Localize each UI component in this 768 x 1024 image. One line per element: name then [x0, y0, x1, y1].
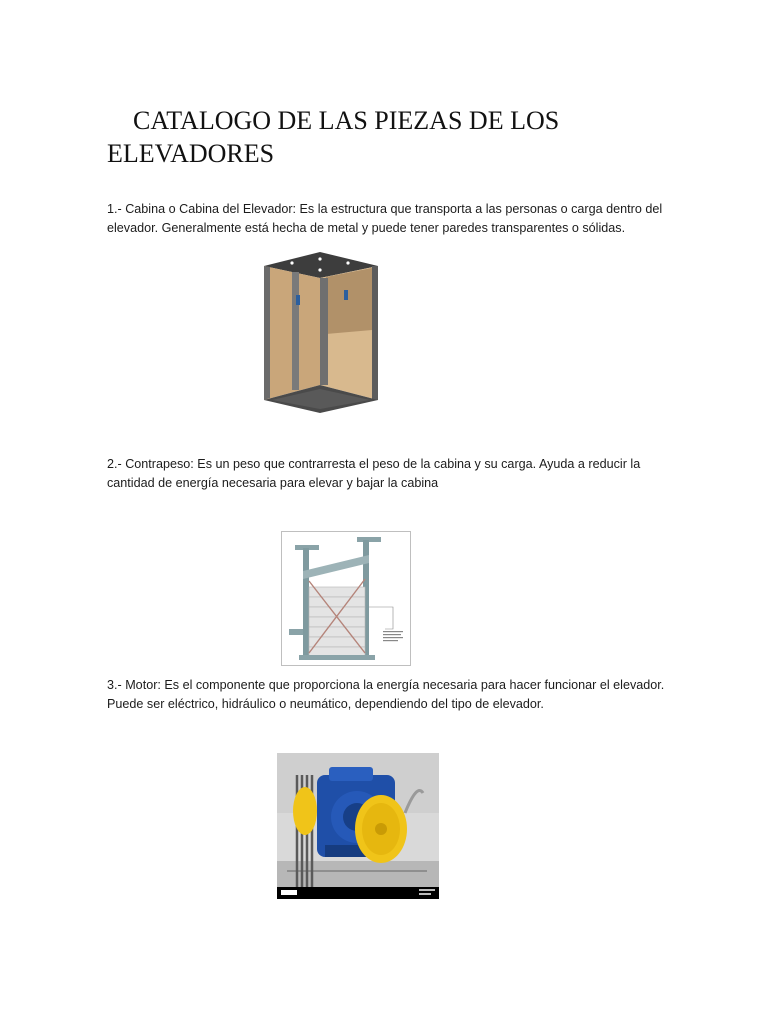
section-2-text: 2.- Contrapeso: Es un peso que contrarresta el peso de la cabina y su carga. Ayuda a reducir la cantidad de energía necesaria para elevar y bajar la cabina — [107, 457, 641, 490]
counterweight-image — [281, 531, 411, 666]
document-title: CATALOGO DE LAS PIEZAS DE LOS ELEVADORES — [107, 106, 560, 168]
section-1-text: 1.- Cabina o Cabina del Elevador: Es la estructura que transporta a las personas o carga dentro del elevador. Generalmente está hecha de metal y puede tener paredes transparentes o sólidas. — [107, 202, 663, 235]
elevator-cabin-image — [262, 250, 380, 415]
elevator-motor-image — [277, 753, 439, 899]
section-3-text: 3.- Motor: Es el componente que proporciona la energía necesaria para hacer funcionar el elevador. Puede ser eléctrico, hidráulico o neumático, dependiendo del tipo de elevador. — [107, 678, 665, 711]
